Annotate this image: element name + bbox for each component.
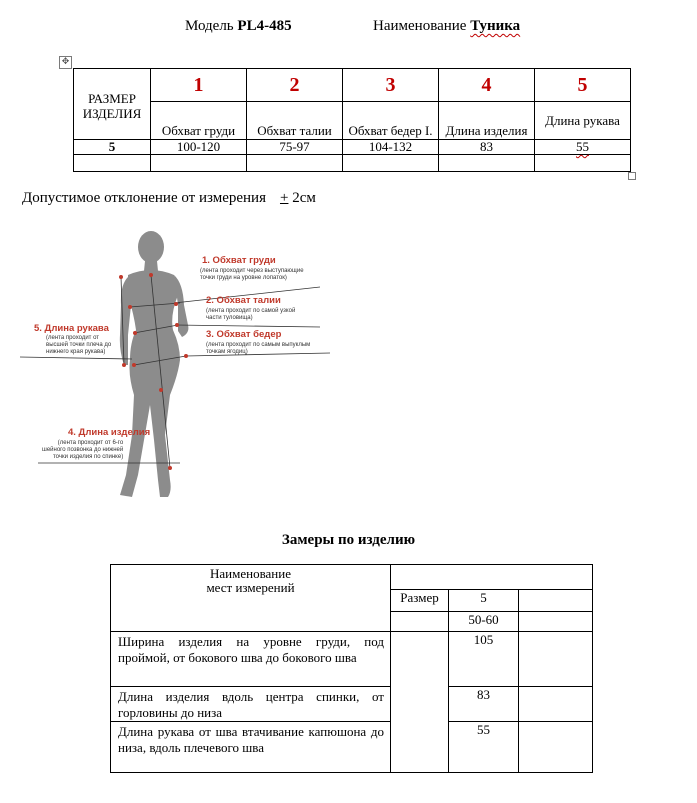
table-cell: 100-120 (151, 140, 247, 155)
column-label: Обхват талии (247, 102, 343, 140)
empty-cell (439, 155, 535, 172)
column-label: Длина изделия (439, 102, 535, 140)
caption-title: 5. Длина рукава (34, 323, 109, 334)
empty-cell (519, 590, 593, 612)
column-number: 2 (247, 69, 343, 102)
caption-note: (лента проходит от высшей точки плеча до нижнего края рукава) (46, 335, 112, 355)
column-label: Длина рукава (535, 102, 631, 140)
tolerance-sign: + (279, 190, 289, 206)
empty-cell (247, 155, 343, 172)
model-value: PL4-485 (237, 18, 292, 34)
size-label-cell: Размер (391, 590, 449, 612)
model-label: Модель PL4-485 (185, 18, 292, 34)
table-cell: 83 (439, 140, 535, 155)
header-label-cell: Наименование мест измерений (111, 565, 391, 632)
measure-value: 55 (449, 722, 519, 773)
column-label: Обхват бедер I. (343, 102, 439, 140)
empty-cell (519, 722, 593, 773)
empty-cell (151, 155, 247, 172)
empty-cell (519, 612, 593, 632)
caption-note: (лента проходит от 6-го шейного позвонка до нижней точки изделия по спинке) (42, 440, 124, 460)
size-value-cell: 5 (74, 140, 151, 155)
body-silhouette-icon (20, 225, 360, 505)
empty-cell (391, 612, 449, 632)
tolerance-value: 2см (292, 190, 316, 206)
empty-cell (535, 155, 631, 172)
empty-cell (391, 632, 449, 773)
table-resize-handle[interactable] (628, 172, 636, 180)
empty-cell (519, 687, 593, 722)
caption-note: (лента проходит по самой узкой части туловища) (206, 308, 296, 321)
name-value: Туника (470, 18, 521, 34)
name-label: Наименование Туника (373, 18, 521, 34)
caption-title: 3. Обхват бедер (206, 329, 282, 340)
size-header-cell: РАЗМЕР ИЗДЕЛИЯ (74, 69, 151, 140)
tolerance-text: Допустимое отклонение от измерения (22, 190, 266, 206)
measures-title: Замеры по изделию (281, 532, 416, 548)
empty-cell (519, 632, 593, 687)
measure-value: 105 (449, 632, 519, 687)
measure-label: Ширина изделия на уровне груди, под проймой, от бокового шва до бокового шва (111, 632, 391, 687)
caption-title: 1. Обхват груди (202, 255, 276, 266)
empty-cell (391, 565, 593, 590)
size-table (73, 68, 631, 172)
tolerance-line (22, 190, 316, 207)
measure-value: 83 (449, 687, 519, 722)
size-range-cell: 50-60 (449, 612, 519, 632)
table-cell: 75-97 (247, 140, 343, 155)
size-value-cell: 5 (449, 590, 519, 612)
measure-label: Длина изделия вдоль центра спинки, от горловины до низа (111, 687, 391, 722)
measure-label: Длина рукава от шва втачивание капюшона до низа, вдоль плечевого шва (111, 722, 391, 773)
measures-table (110, 564, 593, 773)
document-header (0, 18, 697, 40)
column-number: 3 (343, 69, 439, 102)
column-number: 1 (151, 69, 247, 102)
caption-note: (лента проходит через выступающие точки груди на уровне лопаток) (200, 268, 304, 281)
caption-title: 4. Длина изделия (68, 427, 151, 438)
column-number: 4 (439, 69, 535, 102)
table-move-handle-icon[interactable]: ✥ (59, 56, 72, 69)
caption-title: 2. Обхват талии (206, 295, 281, 306)
column-number: 5 (535, 69, 631, 102)
empty-cell (343, 155, 439, 172)
column-label: Обхват груди (151, 102, 247, 140)
empty-cell (74, 155, 151, 172)
caption-note: (лента проходит по самым выпуклым точкам ягодиц) (206, 342, 311, 355)
measurement-figure (20, 225, 360, 505)
table-cell: 104-132 (343, 140, 439, 155)
table-cell: 55 (535, 140, 631, 155)
